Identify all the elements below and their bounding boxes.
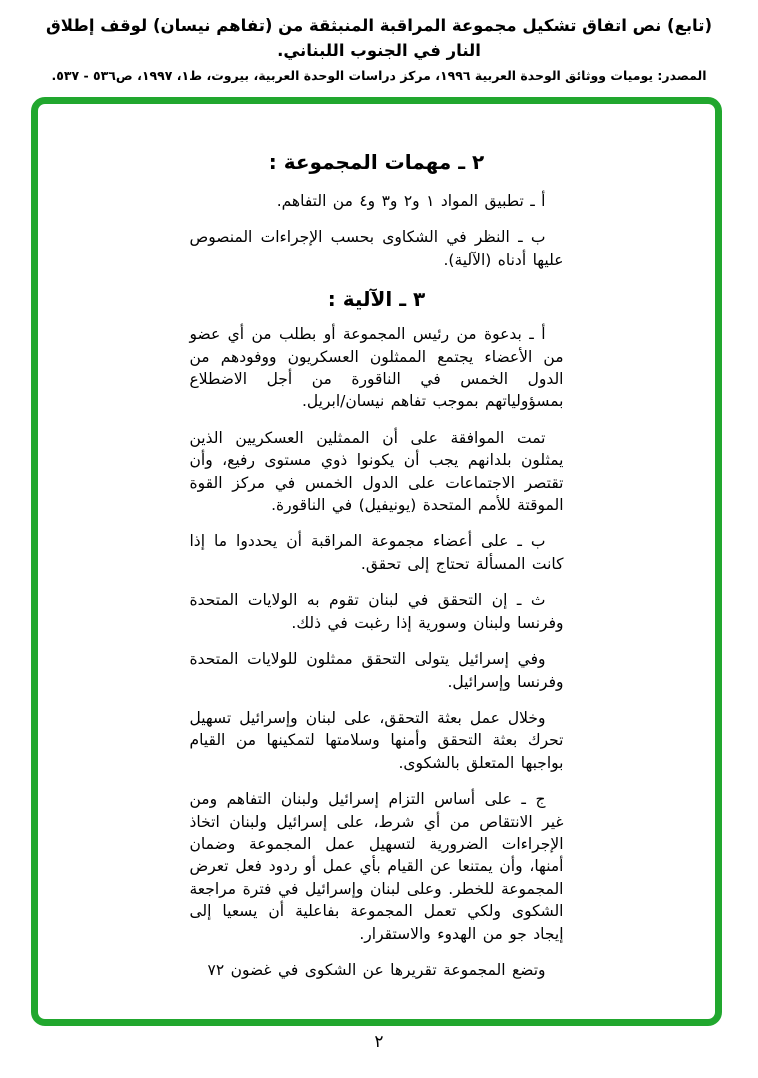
header-title: (تابع) نص اتفاق تشكيل مجموعة المراقبة المنبثقة من (تفاهم نيسان) لوقف إطلاق النار في الجنوب اللبناني. bbox=[46, 16, 712, 60]
page-header bbox=[0, 0, 758, 83]
page-number: ٢ bbox=[374, 1032, 384, 1052]
document-paragraph: أ ـ بدعوة من رئيس المجموعة أو بطلب من أي عضو من الأعضاء يجتمع الممثلون العسكريون ووفودهم من الدول الخمس في الناقورة من أجل الاضطلاع بمسؤولياتهم بموجب تفاهم نيسان/ابريل. bbox=[189, 325, 564, 411]
document-paragraph: وخلال عمل بعثة التحقق، على لبنان وإسرائيل تسهيل تحرك بعثة التحقق وأمنها وسلامتها لتمكينها من القيام بواجبها المتعلق بالشكوى. bbox=[189, 708, 564, 772]
document-body bbox=[190, 104, 564, 981]
green-border-frame bbox=[31, 97, 722, 1026]
document-paragraph: ث ـ إن التحقق في لبنان تقوم به الولايات المتحدة وفرنسا ولبنان وسورية إذا رغبت في ذلك. bbox=[189, 591, 564, 632]
document-paragraph: ج ـ على أساس التزام إسرائيل ولبنان التفاهم ومن غير الانتقاص من أي شرط، على إسرائيل ولبنان اتخاذ الإجراءات الضرورية لتسهيل عمل المجموعة وضمان أمنها، وأن يمتنعا عن القيام بأي عمل أو ردود فعل تعرض المجموعة للخطر. وعلى لبنان وإسرائيل في فترة مراجعة الشكوى ولكي تعمل المجموعة بفاعلية أن يسعيا إلى إيجاد جو من الهدوء والاستقرار. bbox=[189, 790, 564, 943]
document-paragraph: تمت الموافقة على أن الممثلين العسكريين الذين يمثلون بلدانهم يجب أن يكونوا ذوي مستوى رفيع، وأن تقتصر الاجتماعات على الدول الخمس في مركز القوة الموقتة للأمم المتحدة (يونيفيل) في الناقورة. bbox=[189, 428, 564, 515]
document-paragraph: ب ـ النظر في الشكاوى بحسب الإجراءات المنصوص عليها أدناه (الآلية). bbox=[189, 228, 564, 269]
document-paragraph: ب ـ على أعضاء مجموعة المراقبة أن يحددوا ما إذا كانت المسألة تحتاج إلى تحقق. bbox=[189, 532, 564, 573]
document-paragraph: أ ـ تطبيق المواد ١ و٢ و٣ و٤ من التفاهم. bbox=[276, 192, 546, 210]
header-source-citation: المصدر: يوميات ووثائق الوحدة العربية ١٩٩٦، مركز دراسات الوحدة العربية، بيروت، ط١، ١٩٩٧، ص٥٣٦ - ٥٣٧. bbox=[51, 67, 707, 83]
document-paragraph: وتضع المجموعة تقريرها عن الشكوى في غضون ٧٢ bbox=[207, 960, 546, 979]
section-heading-mechanism: ٣ ـ الآلية : bbox=[327, 287, 426, 312]
document-paragraph: وفي إسرائيل يتولى التحقق ممثلون للولايات المتحدة وفرنسا وإسرائيل. bbox=[189, 650, 564, 691]
section-heading-group-tasks: ٢ ـ مهمات المجموعة : bbox=[268, 150, 485, 174]
